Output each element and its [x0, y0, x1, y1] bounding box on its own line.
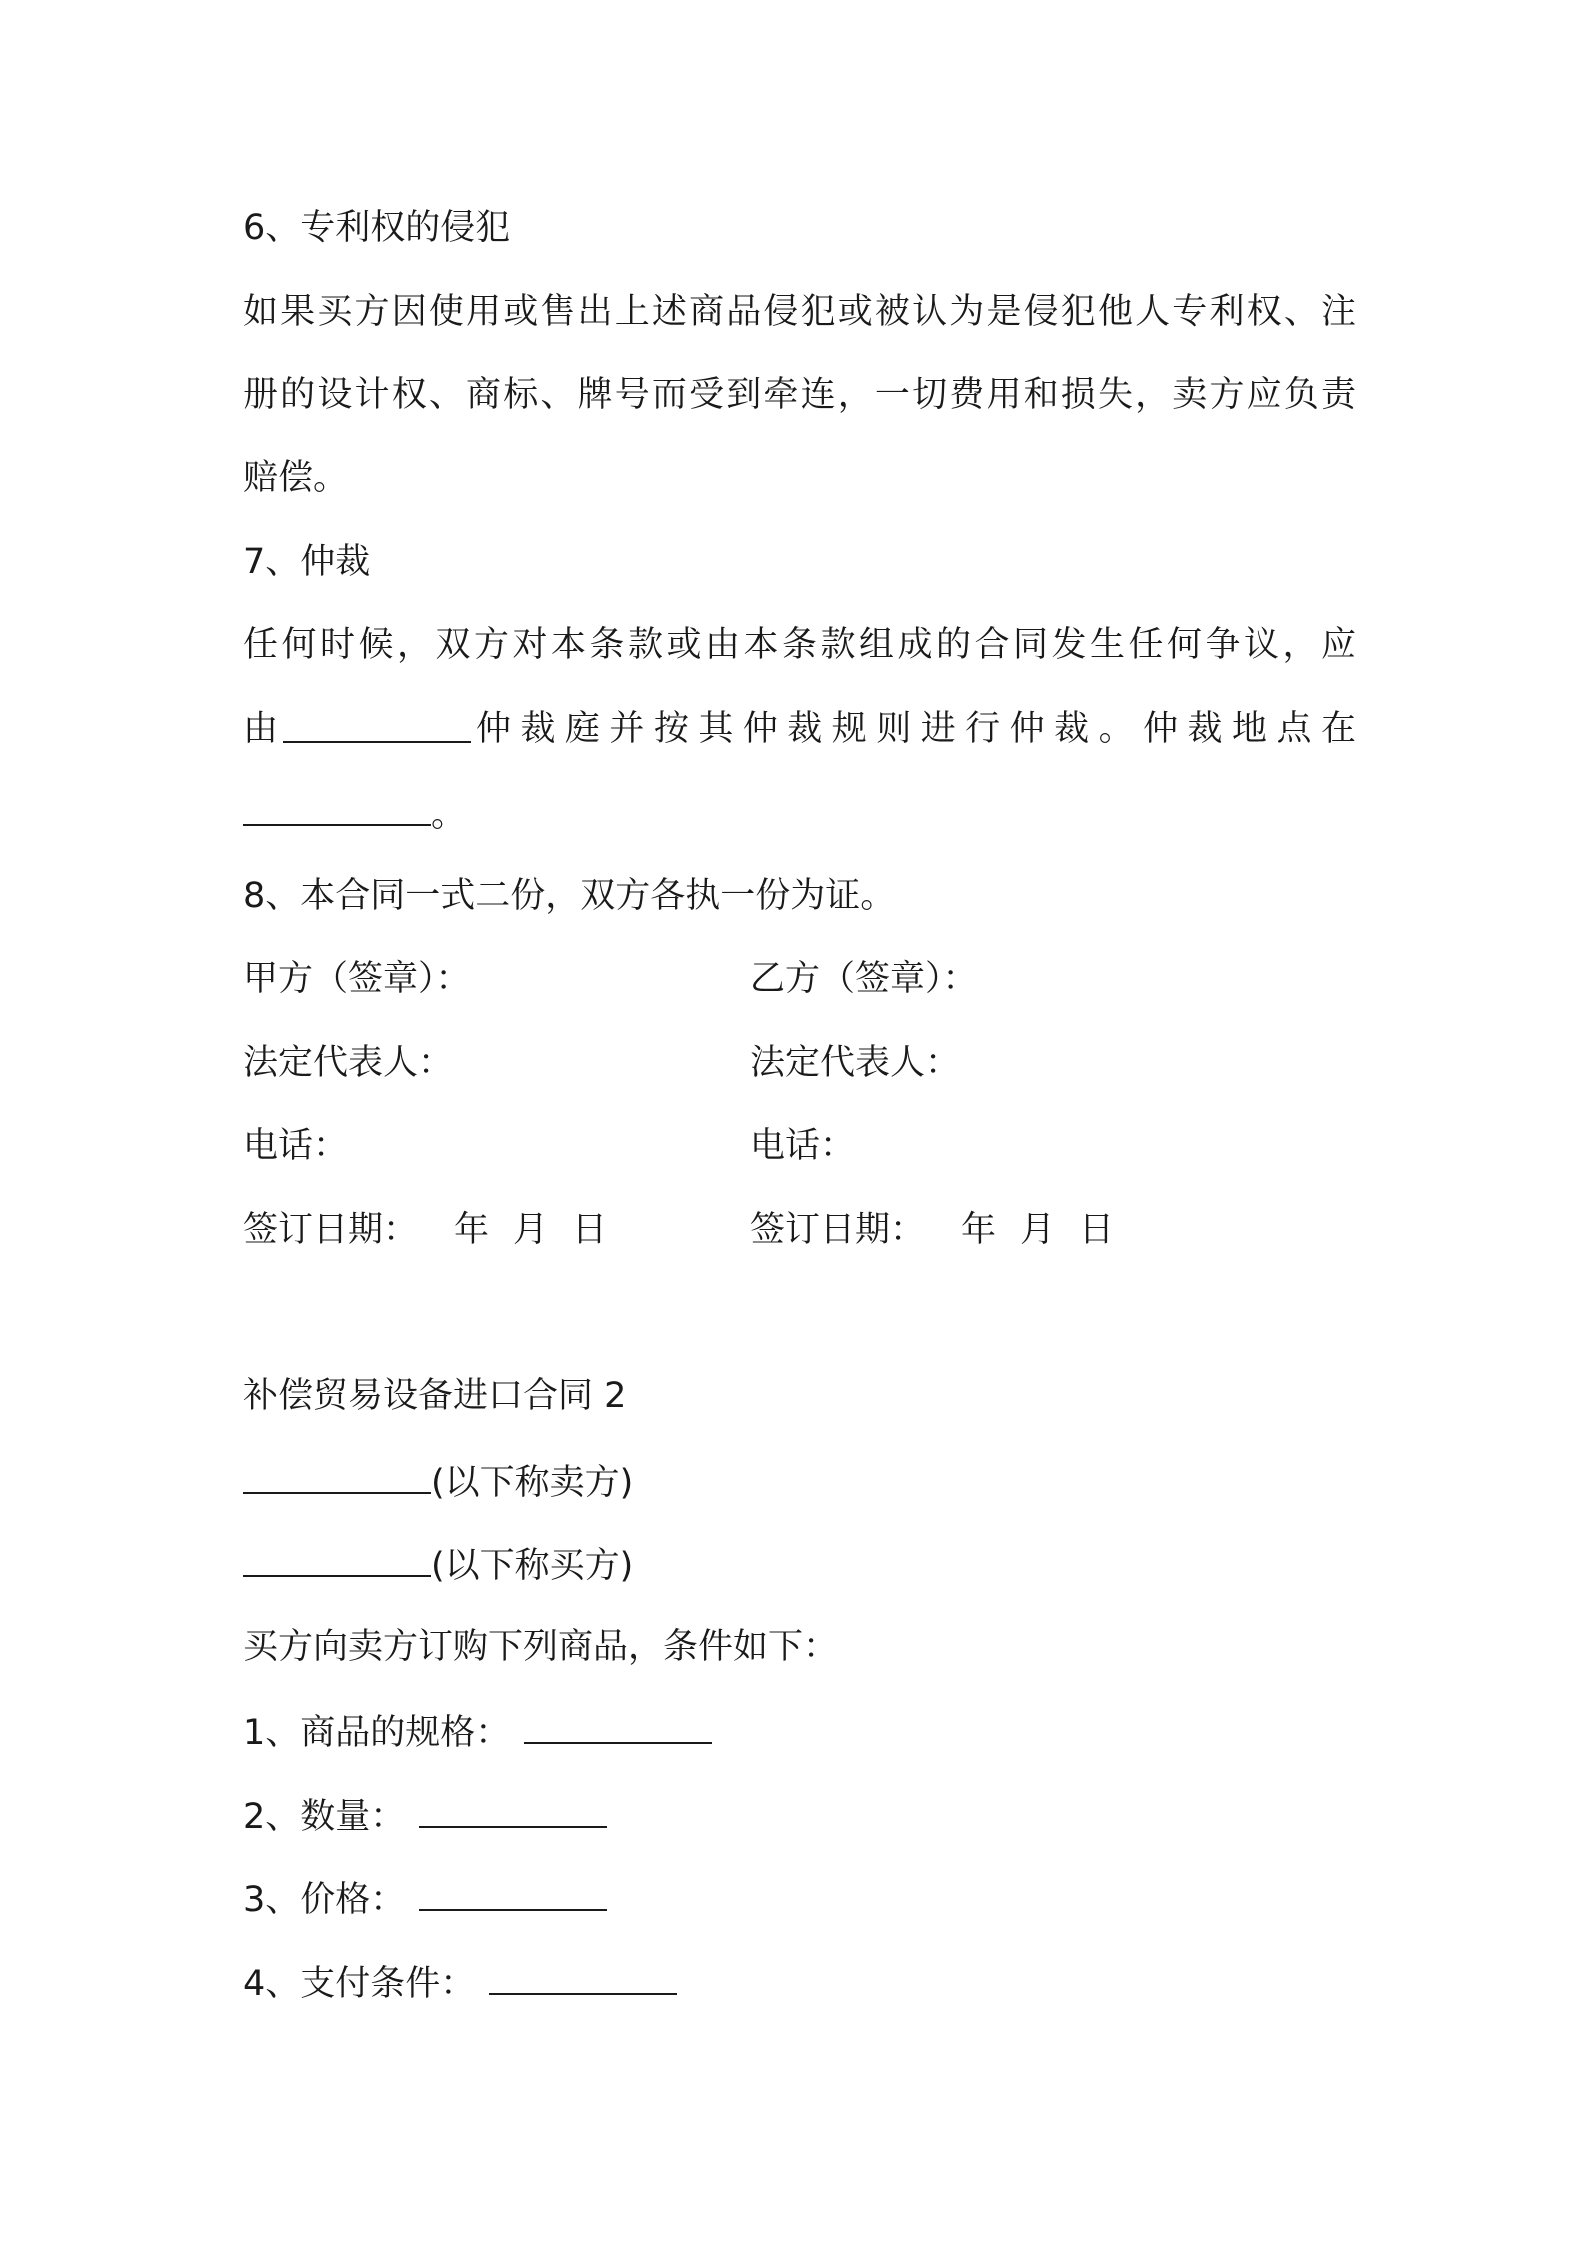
arbitration-clause-text: 仲裁庭并按其仲裁规则进行仲裁。仲裁地点在	[475, 709, 1356, 749]
party-a-phone-label: 电话：	[243, 1126, 349, 1166]
arbitration-period: 。	[431, 795, 467, 835]
buyer-name-blank	[243, 1541, 431, 1577]
party-b-seal-label: 乙方（签章）：	[750, 959, 978, 999]
item-payment-label: 4、支付条件：	[243, 1964, 476, 2004]
buyer-suffix: (以下称买方)	[431, 1546, 634, 1586]
party-a-seal-label: 甲方（签章）：	[243, 959, 471, 999]
item-spec-blank	[524, 1708, 712, 1744]
section-7-paragraph-line-3	[243, 790, 466, 837]
party-b-year: 年	[961, 1210, 997, 1250]
arbitration-place-blank	[243, 790, 431, 826]
section-7-paragraph-line-1: 任何时候，双方对本条款或由本条款组成的合同发生任何争议，应	[243, 625, 1356, 665]
item-quantity-blank	[419, 1792, 607, 1828]
party-b-day: 日	[1079, 1210, 1115, 1250]
section-6-paragraph-line-1: 如果买方因使用或售出上述商品侵犯或被认为是侵犯他人专利权、注	[243, 292, 1356, 332]
item-payment-blank	[489, 1959, 677, 1995]
section-8-text: 8、本合同一式二份，双方各执一份为证。	[243, 876, 896, 916]
list-item	[243, 1959, 677, 2006]
item-price-label: 3、价格：	[243, 1880, 406, 1920]
buyer-line	[243, 1541, 633, 1588]
party-a-date-label: 签订日期：	[243, 1210, 419, 1250]
list-item	[243, 1708, 712, 1755]
party-b-date-label: 签订日期：	[750, 1210, 926, 1250]
party-b-sign-date	[750, 1208, 1114, 1252]
party-a-year: 年	[454, 1210, 490, 1250]
arbitration-prefix: 由	[243, 709, 279, 749]
contract-2-intro: 买方向卖方订购下列商品，条件如下：	[243, 1627, 839, 1667]
party-b-phone-label: 电话：	[750, 1126, 856, 1166]
section-6-paragraph-line-3: 赔偿。	[243, 458, 349, 498]
item-price-blank	[419, 1875, 607, 1911]
section-7-paragraph-line-2	[243, 707, 1356, 751]
seller-line	[243, 1458, 633, 1505]
party-a-representative-label: 法定代表人：	[243, 1043, 454, 1083]
contract-2-title: 补偿贸易设备进口合同 2	[243, 1376, 627, 1416]
party-b-month: 月	[1020, 1210, 1056, 1250]
party-a-sign-date	[243, 1208, 607, 1252]
party-a-month: 月	[513, 1210, 549, 1250]
party-b-representative-label: 法定代表人：	[750, 1043, 961, 1083]
section-7-heading: 7、仲裁	[243, 542, 371, 582]
section-6-heading: 6、专利权的侵犯	[243, 208, 511, 248]
arbitration-court-blank	[283, 707, 471, 743]
list-item	[243, 1875, 607, 1922]
item-spec-label: 1、商品的规格：	[243, 1713, 511, 1753]
seller-name-blank	[243, 1458, 431, 1494]
list-item	[243, 1792, 607, 1839]
section-6-paragraph-line-2: 册的设计权、商标、牌号而受到牵连，一切费用和损失，卖方应负责	[243, 375, 1356, 415]
item-quantity-label: 2、数量：	[243, 1797, 406, 1837]
seller-suffix: (以下称卖方)	[431, 1463, 634, 1503]
party-a-day: 日	[572, 1210, 608, 1250]
